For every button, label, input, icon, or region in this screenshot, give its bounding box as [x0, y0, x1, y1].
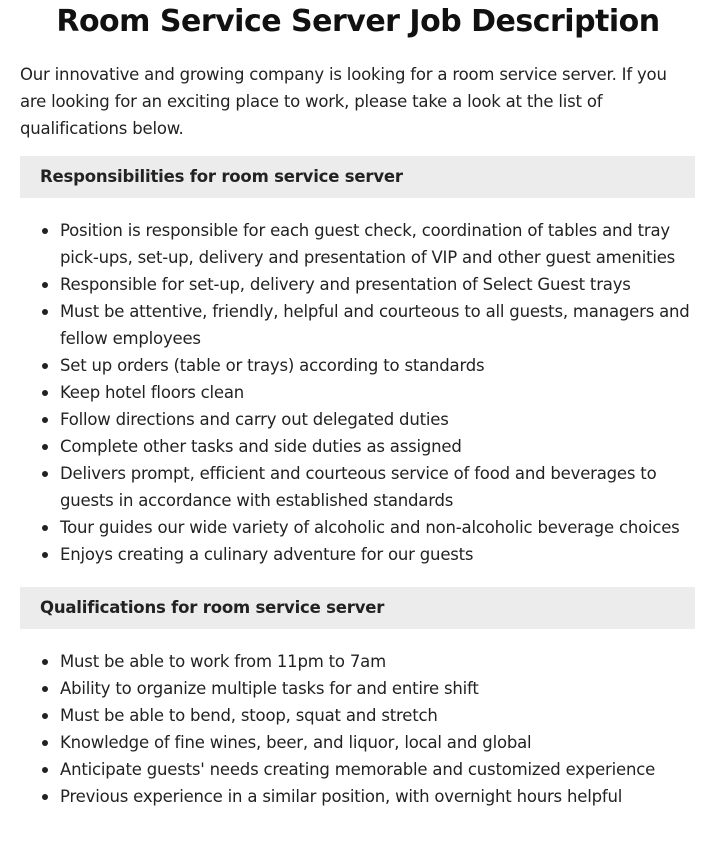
list-item: Enjoys creating a culinary adventure for our guests	[60, 541, 696, 568]
list-item: Must be attentive, friendly, helpful and courteous to all guests, managers and fellow employees	[60, 298, 696, 352]
list-item: Tour guides our wide variety of alcoholic and non-alcoholic beverage choices	[60, 514, 696, 541]
list-item: Must be able to bend, stoop, squat and stretch	[60, 702, 696, 729]
page-title: Room Service Server Job Description	[56, 4, 660, 39]
qualifications-list	[20, 648, 696, 810]
list-item: Complete other tasks and side duties as assigned	[60, 433, 696, 460]
list-item: Previous experience in a similar position, with overnight hours helpful	[60, 783, 696, 810]
list-item: Set up orders (table or trays) according to standards	[60, 352, 696, 379]
responsibilities-list	[20, 217, 696, 568]
list-item: Follow directions and carry out delegated duties	[60, 406, 696, 433]
list-item: Keep hotel floors clean	[60, 379, 696, 406]
list-item: Knowledge of fine wines, beer, and liquor, local and global	[60, 729, 696, 756]
qualifications-heading: Qualifications for room service server	[20, 587, 695, 629]
list-item: Anticipate guests' needs creating memorable and customized experience	[60, 756, 696, 783]
list-item: Must be able to work from 11pm to 7am	[60, 648, 696, 675]
intro-paragraph: Our innovative and growing company is looking for a room service server. If you are looking for an exciting place to work, please take a look at the list of qualifications below.	[20, 65, 667, 138]
responsibilities-heading: Responsibilities for room service server	[20, 156, 695, 198]
list-item: Delivers prompt, efficient and courteous service of food and beverages to guests in accordance with established standards	[60, 460, 696, 514]
list-item: Ability to organize multiple tasks for and entire shift	[60, 675, 696, 702]
list-item: Position is responsible for each guest check, coordination of tables and tray pick-ups, set-up, delivery and presentation of VIP and other guest amenities	[60, 217, 696, 271]
list-item: Responsible for set-up, delivery and presentation of Select Guest trays	[60, 271, 696, 298]
